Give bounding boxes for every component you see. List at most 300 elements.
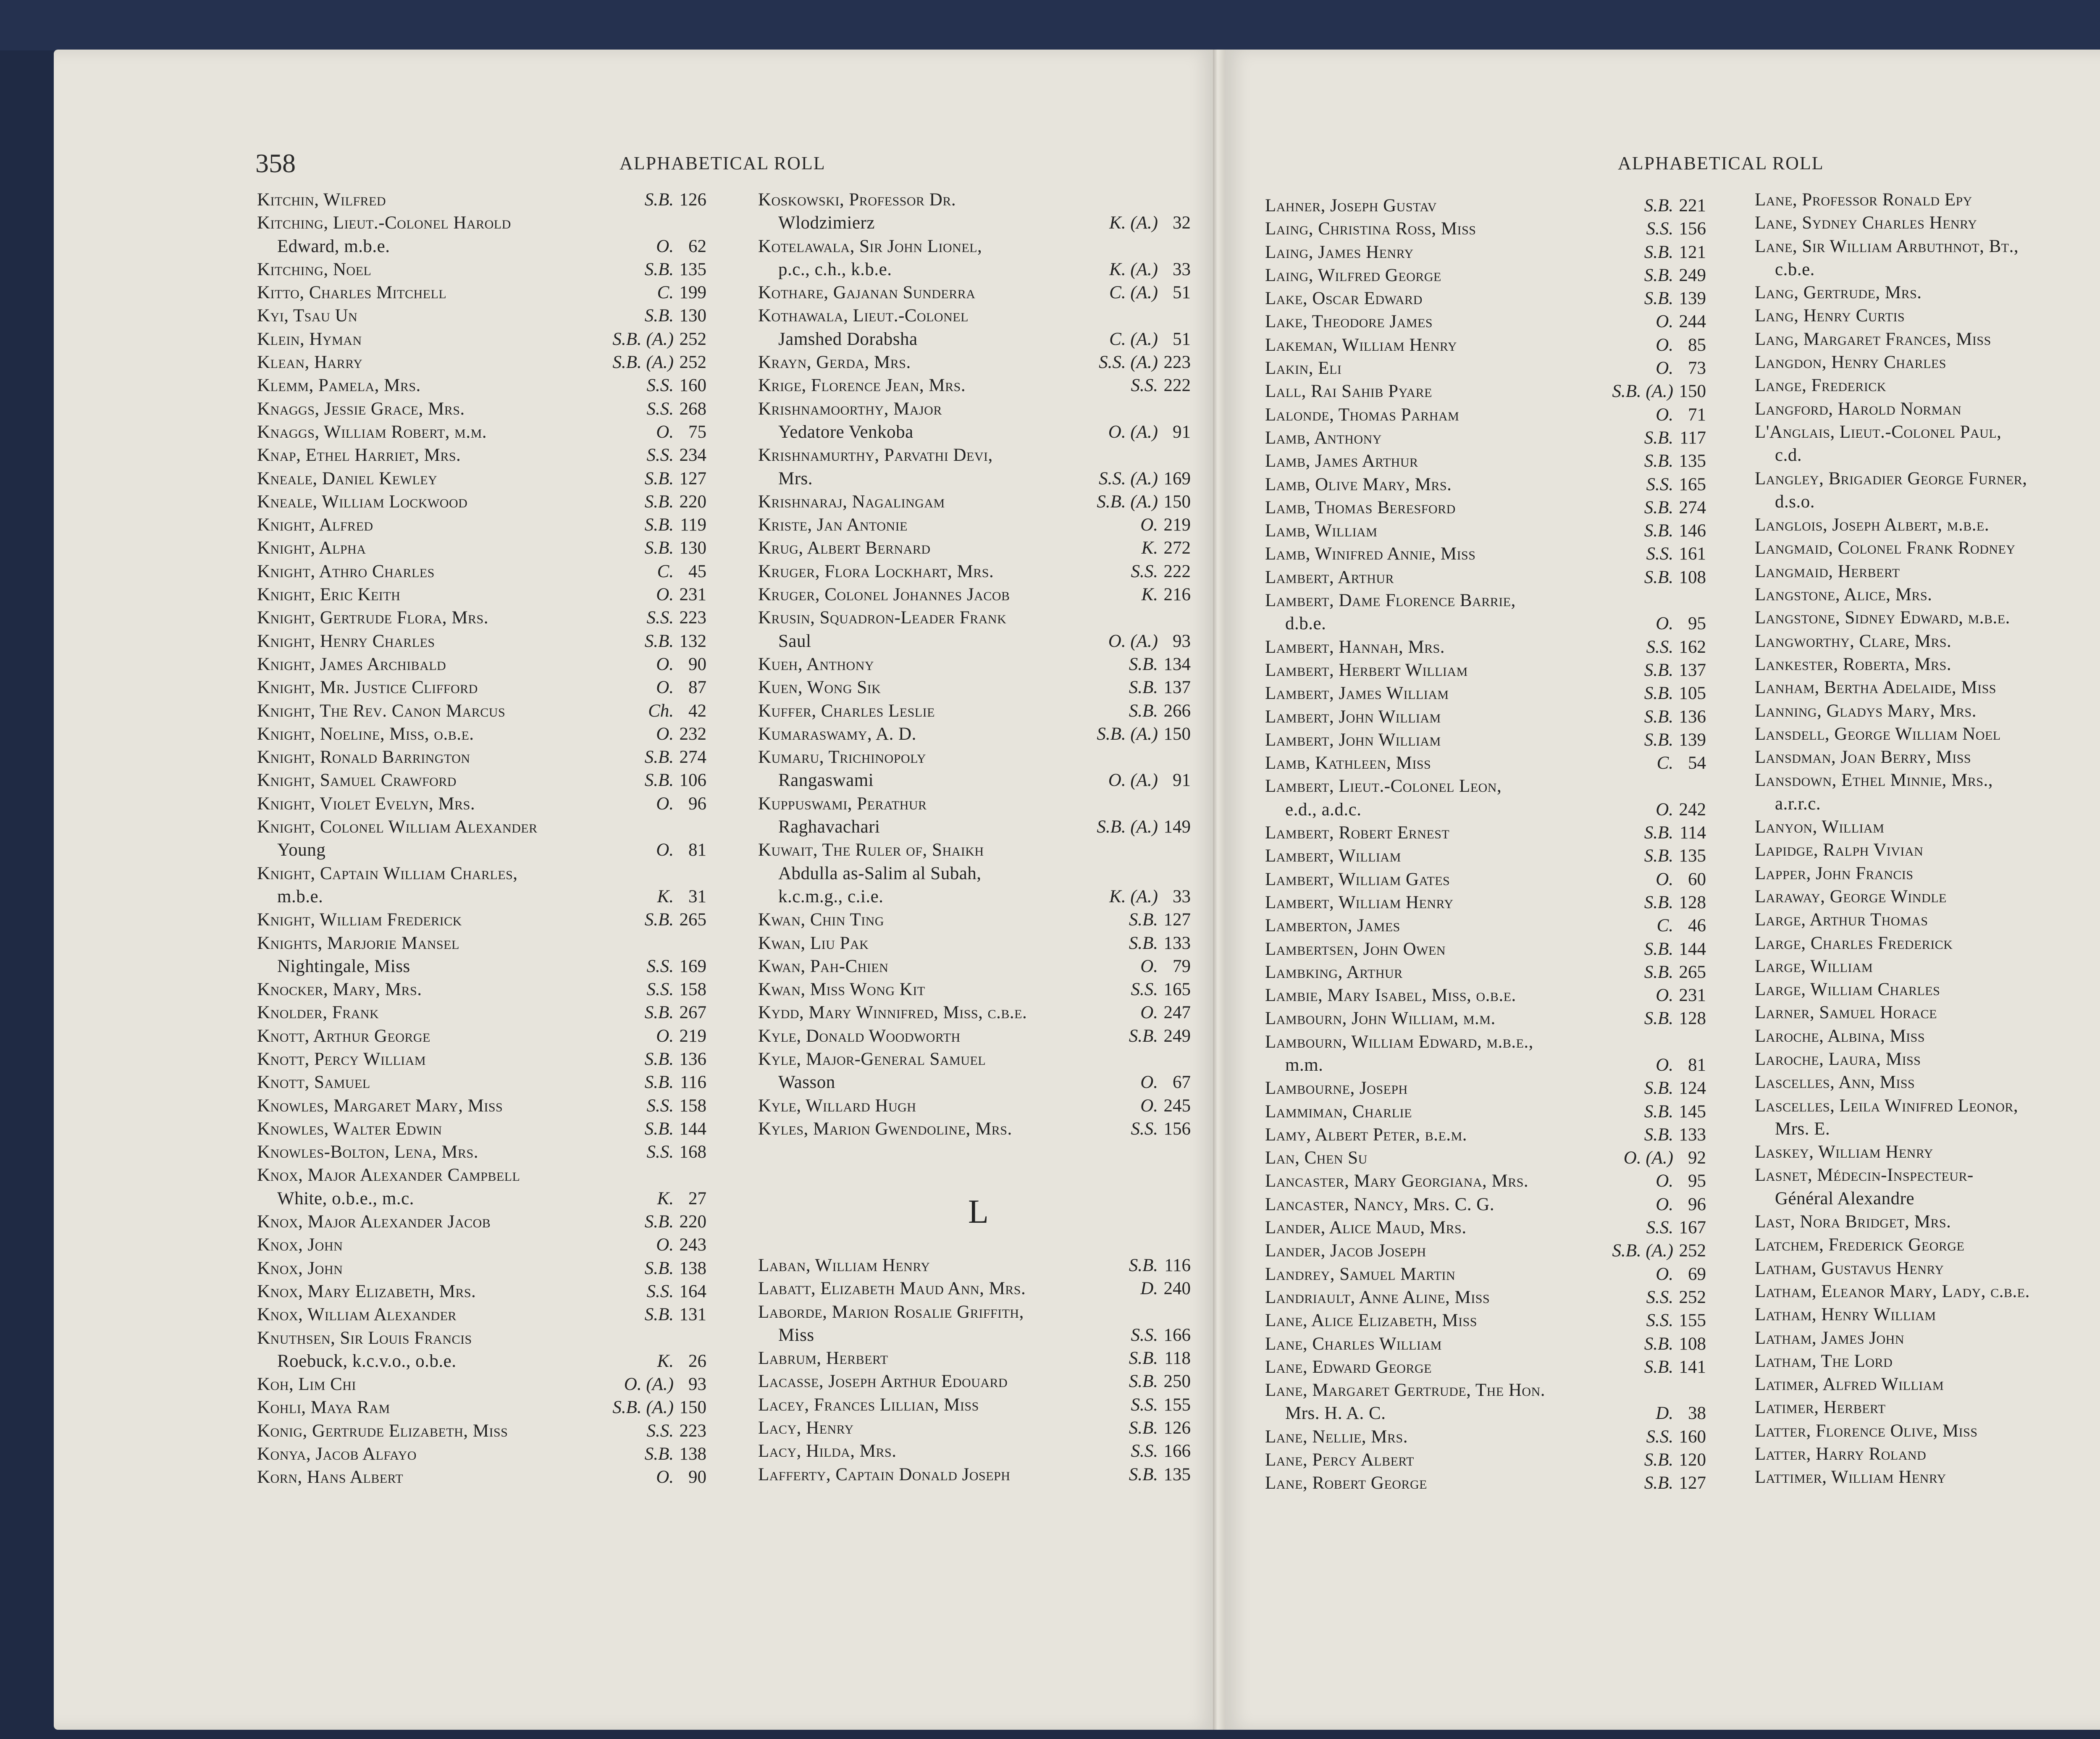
- entry-name: Laing, Wilfred George: [1265, 265, 1441, 285]
- entry-name: Krige, Florence Jean, Mrs.: [758, 376, 966, 396]
- entry-name: Lambert, William Henry: [1265, 892, 1454, 912]
- entry-award-class: S.S.: [1646, 1287, 1673, 1307]
- roll-entry: [1265, 380, 1706, 403]
- roll-entry: [758, 235, 1191, 258]
- entry-name: Knox, William Alexander: [257, 1305, 457, 1325]
- roll-entry: [257, 955, 706, 978]
- entry-page-ref: 108: [1679, 1334, 1706, 1354]
- entry-award-class: O.: [1656, 1055, 1673, 1075]
- roll-entry: [257, 885, 706, 908]
- entry-award-class: S.B.: [1129, 1026, 1158, 1046]
- roll-entry: [1755, 304, 2100, 327]
- roll-entry: [257, 1466, 706, 1489]
- entry-award-class: C.: [1656, 753, 1673, 773]
- entry-name: Lambert, James William: [1265, 683, 1449, 704]
- roll-entry: [257, 1071, 706, 1094]
- entry-name: Kueh, Anthony: [758, 654, 874, 674]
- entry-page-ref: 133: [1163, 933, 1191, 953]
- entry-page-ref: 67: [1173, 1072, 1191, 1093]
- entry-name: Lambourne, Joseph: [1265, 1078, 1408, 1098]
- roll-entry: [1265, 891, 1706, 914]
- entry-name: Large, Charles Frederick: [1755, 933, 1953, 953]
- entry-name: Lambert, Dame Florence Barrie,: [1265, 591, 1516, 611]
- entry-page-ref: 136: [679, 1049, 706, 1069]
- entry-award-class: S.S.: [646, 399, 674, 419]
- entry-award-class: O. (A.): [1108, 770, 1158, 791]
- entry-name: Lansdman, Joan Berry, Miss: [1755, 747, 1971, 767]
- entry-name: a.r.r.c.: [1775, 793, 1821, 814]
- entry-award-class: S.B.: [1129, 701, 1158, 721]
- entry-name: Kothawala, Lieut.-Colonel: [758, 306, 969, 326]
- roll-entry: [1755, 746, 2100, 769]
- entry-award-class: S.B.: [644, 491, 674, 512]
- entry-name: d.b.e.: [1285, 614, 1326, 634]
- entry-name: Knight, William Frederick: [257, 910, 462, 930]
- entry-award-class: S.B.: [1129, 1418, 1158, 1438]
- entry-award-class: S.S. (A.): [1099, 352, 1158, 373]
- roll-entry: [257, 769, 706, 792]
- entry-award-class: S.B.: [1129, 1371, 1158, 1392]
- entry-name: Lamb, Winifred Annie, Miss: [1265, 544, 1476, 564]
- entry-name: Kneale, William Lockwood: [257, 491, 468, 512]
- entry-name: Knowles-Bolton, Lena, Mrs.: [257, 1142, 478, 1162]
- entry-name: Knap, Ethel Harriet, Mrs.: [257, 445, 461, 465]
- entry-page-ref: 136: [1679, 707, 1706, 727]
- roll-entry: [1755, 1094, 2100, 1117]
- entry-name: Langford, Harold Norman: [1755, 399, 1962, 419]
- roll-entry: [758, 1347, 1191, 1370]
- roll-entry: [257, 1001, 706, 1024]
- roll-entry: [257, 815, 706, 838]
- entry-page-ref: 245: [1163, 1095, 1191, 1116]
- entry-page-ref: 249: [1163, 1026, 1191, 1046]
- roll-entry: [257, 351, 706, 374]
- entry-award-class: S.S.: [1131, 1441, 1158, 1461]
- entry-award-class: O.: [1656, 1264, 1673, 1284]
- roll-entry: [1265, 1286, 1706, 1309]
- entry-page-ref: 144: [1679, 939, 1706, 959]
- entry-name: Lacy, Hilda, Mrs.: [758, 1441, 897, 1461]
- entry-name: Lambertsen, John Owen: [1265, 939, 1446, 959]
- roll-entry: [1755, 1024, 2100, 1048]
- roll-entry: [758, 328, 1191, 351]
- entry-award-class: S.B.: [1644, 196, 1673, 215]
- entry-award-class: O.: [1656, 614, 1673, 634]
- roll-entry: [758, 397, 1191, 420]
- entry-award-class: O.: [1656, 335, 1673, 355]
- roll-entry: [1755, 630, 2100, 653]
- entry-award-class: S.B.: [1644, 1078, 1673, 1098]
- roll-entry: [1265, 217, 1706, 240]
- roll-entry: [1755, 397, 2100, 420]
- entry-page-ref: 165: [1679, 474, 1706, 494]
- entry-name: Langmaid, Herbert: [1755, 561, 1900, 581]
- roll-entry: [1755, 1117, 2100, 1140]
- right-running-header: ALPHABETICAL ROLL: [1618, 153, 1824, 173]
- roll-entry: [1755, 815, 2100, 838]
- entry-award-class: S.B.: [1644, 892, 1673, 912]
- entry-name: Knox, Mary Elizabeth, Mrs.: [257, 1281, 476, 1301]
- entry-award-class: O.: [656, 236, 674, 256]
- entry-page-ref: 231: [679, 585, 706, 605]
- roll-entry: [257, 606, 706, 629]
- entry-name: Lake, Theodore James: [1265, 312, 1433, 332]
- entry-page-ref: 126: [1163, 1418, 1191, 1438]
- entry-award-class: S.B. (A.): [1612, 381, 1673, 402]
- entry-name: Langmaid, Colonel Frank Rodney: [1755, 538, 2016, 558]
- entry-award-class: S.B.: [1644, 1009, 1673, 1029]
- entry-award-class: S.S.: [1131, 980, 1158, 1000]
- entry-name: Knight, Samuel Crawford: [257, 770, 457, 791]
- book-spine: [1213, 50, 1225, 1730]
- entry-name: Larner, Samuel Horace: [1755, 1003, 1937, 1023]
- roll-entry: [257, 258, 706, 281]
- entry-page-ref: 156: [1163, 1119, 1191, 1139]
- roll-entry: [257, 374, 706, 397]
- roll-entry: [758, 536, 1191, 560]
- roll-entry: [1265, 751, 1706, 775]
- roll-entry: [1265, 566, 1706, 589]
- entry-award-class: S.S.: [646, 1142, 674, 1162]
- entry-name: d.s.o.: [1775, 491, 1815, 512]
- entry-page-ref: 150: [1679, 381, 1706, 402]
- entry-name: Latimer, Herbert: [1755, 1398, 1886, 1418]
- roll-entry: [758, 815, 1191, 838]
- entry-name: Krishnaraj, Nagalingam: [758, 491, 945, 512]
- entry-award-class: C.: [1656, 916, 1673, 936]
- entry-name: Klean, Harry: [257, 352, 363, 373]
- roll-entry: [1755, 328, 2100, 351]
- entry-name: Knuthsen, Sir Louis Francis: [257, 1328, 472, 1348]
- roll-entry: [1265, 1123, 1706, 1146]
- entry-award-class: S.S.: [646, 608, 674, 628]
- entry-page-ref: 120: [1679, 1450, 1706, 1470]
- entry-page-ref: 90: [688, 1467, 706, 1487]
- roll-entry: [1265, 636, 1706, 659]
- entry-award-class: S.B.: [1644, 497, 1673, 517]
- entry-award-class: S.B. (A.): [1097, 491, 1158, 512]
- roll-entry: [1755, 420, 2100, 444]
- roll-entry: [1265, 1239, 1706, 1262]
- entry-name: Kyle, Willard Hugh: [758, 1095, 916, 1116]
- entry-name: Kuen, Wong Sik: [758, 678, 881, 698]
- roll-entry: [1755, 1257, 2100, 1280]
- entry-award-class: O.: [1656, 1194, 1673, 1214]
- entry-page-ref: 252: [1679, 1241, 1706, 1261]
- entry-page-ref: 116: [680, 1072, 706, 1093]
- roll-entry: [257, 536, 706, 560]
- entry-award-class: O. (A.): [1108, 631, 1158, 651]
- entry-page-ref: 26: [688, 1351, 706, 1371]
- entry-award-class: S.B.: [1644, 1124, 1673, 1145]
- entry-page-ref: 223: [1163, 352, 1191, 373]
- entry-page-ref: 247: [1163, 1003, 1191, 1023]
- roll-entry: [1755, 908, 2100, 931]
- roll-entry: [1265, 241, 1706, 264]
- roll-entry: [1755, 444, 2100, 467]
- entry-award-class: S.S.: [646, 1095, 674, 1116]
- entry-name: Knight, Henry Charles: [257, 631, 435, 651]
- roll-entry: [1265, 984, 1706, 1007]
- roll-entry: [758, 908, 1191, 931]
- roll-entry: [257, 1094, 706, 1117]
- entry-page-ref: 130: [679, 306, 706, 326]
- entry-name: Koh, Lim Chi: [257, 1374, 356, 1395]
- roll-entry: [1755, 1373, 2100, 1396]
- entry-page-ref: 149: [1163, 817, 1191, 837]
- roll-entry: [1755, 374, 2100, 397]
- roll-entry: [1265, 1379, 1706, 1402]
- roll-entry: [1755, 1164, 2100, 1187]
- entry-page-ref: 145: [1679, 1101, 1706, 1122]
- entry-page-ref: 160: [679, 376, 706, 396]
- entry-page-ref: 150: [679, 1398, 706, 1418]
- roll-entry: [758, 1001, 1191, 1024]
- entry-page-ref: 234: [679, 445, 706, 465]
- entry-name: Knowles, Margaret Mary, Miss: [257, 1095, 503, 1116]
- entry-page-ref: 222: [1163, 376, 1191, 396]
- entry-name: Lacasse, Joseph Arthur Edouard: [758, 1371, 1008, 1392]
- entry-name: Lanyon, William: [1755, 817, 1885, 837]
- entry-page-ref: 252: [679, 352, 706, 373]
- entry-name: Laborde, Marion Rosalie Griffith,: [758, 1302, 1024, 1322]
- entry-page-ref: 38: [1688, 1403, 1706, 1424]
- roll-entry: [1265, 1216, 1706, 1239]
- roll-entry: [1265, 496, 1706, 519]
- entry-award-class: C.: [657, 283, 674, 303]
- entry-name: Saul: [778, 631, 811, 651]
- entry-name: Last, Nora Bridget, Mrs.: [1755, 1212, 1951, 1232]
- entry-award-class: O.: [1140, 515, 1158, 535]
- roll-entry: [758, 606, 1191, 629]
- entry-page-ref: 265: [1679, 962, 1706, 982]
- entry-page-ref: 169: [679, 956, 706, 976]
- entry-name: Lander, Alice Maud, Mrs.: [1265, 1218, 1467, 1238]
- entry-award-class: S.B.: [1644, 265, 1673, 285]
- roll-entry: [758, 374, 1191, 397]
- entry-name: Lahner, Joseph Gustav: [1265, 196, 1437, 215]
- entry-award-class: O.: [1140, 1072, 1158, 1093]
- entry-name: Lamy, Albert Peter, b.e.m.: [1265, 1124, 1467, 1145]
- entry-name: k.c.m.g., c.i.e.: [778, 886, 884, 906]
- entry-name: Lancaster, Mary Georgiana, Mrs.: [1265, 1171, 1529, 1191]
- entry-name: Jamshed Dorabsha: [778, 329, 918, 349]
- entry-name: Laraway, George Windle: [1755, 886, 1947, 906]
- entry-award-class: S.B.: [644, 1003, 674, 1023]
- entry-award-class: S.B. (A.): [1097, 817, 1158, 837]
- entry-name: Mrs. E.: [1775, 1119, 1830, 1139]
- entry-page-ref: 250: [1163, 1371, 1191, 1392]
- entry-name: Laing, James Henry: [1265, 242, 1414, 262]
- roll-entry: [1265, 194, 1706, 217]
- entry-award-class: O.: [1656, 985, 1673, 1006]
- entry-page-ref: 156: [1679, 219, 1706, 239]
- entry-award-class: S.B.: [1644, 660, 1673, 680]
- entry-award-class: S.B.: [644, 1212, 674, 1232]
- entry-award-class: O.: [1656, 405, 1673, 425]
- roll-entry: [257, 676, 706, 699]
- entry-name: Korn, Hans Albert: [257, 1467, 404, 1487]
- roll-entry: [1265, 1146, 1706, 1169]
- entry-name: Lake, Oscar Edward: [1265, 289, 1423, 309]
- entry-award-class: S.B.: [644, 259, 674, 279]
- entry-page-ref: 91: [1173, 422, 1191, 442]
- entry-name: Wlodzimierz: [778, 213, 875, 233]
- roll-entry: [1755, 699, 2100, 722]
- entry-page-ref: 268: [679, 399, 706, 419]
- roll-entry: [257, 908, 706, 931]
- entry-name: Large, William Charles: [1755, 980, 1940, 1000]
- roll-entry: [257, 1024, 706, 1048]
- entry-award-class: S.S.: [1131, 1395, 1158, 1415]
- roll-entry: [758, 769, 1191, 792]
- entry-name: Large, Arthur Thomas: [1755, 910, 1928, 930]
- entry-page-ref: 118: [1164, 1348, 1191, 1369]
- roll-entry: [758, 955, 1191, 978]
- entry-name: Lakin, Eli: [1265, 358, 1342, 378]
- entry-page-ref: 85: [1688, 335, 1706, 355]
- roll-entry: [1265, 519, 1706, 542]
- entry-page-ref: 265: [679, 910, 706, 930]
- entry-name: Kwan, Liu Pak: [758, 933, 869, 953]
- entry-award-class: S.B.: [1644, 1334, 1673, 1354]
- entry-name: Large, William: [1755, 956, 1873, 976]
- roll-entry: [758, 699, 1191, 722]
- entry-page-ref: 71: [1688, 405, 1706, 425]
- entry-award-class: S.B.: [644, 468, 674, 489]
- roll-entry: [257, 978, 706, 1001]
- entry-award-class: S.B.: [1644, 962, 1673, 982]
- entry-name: Lang, Gertrude, Mrs.: [1755, 283, 1922, 303]
- entry-name: Lane, Nellie, Mrs.: [1265, 1426, 1408, 1447]
- roll-entry: [1755, 583, 2100, 606]
- entry-name: Lalonde, Thomas Parham: [1265, 405, 1460, 425]
- entry-page-ref: 32: [1173, 213, 1191, 233]
- entry-name: Lange, Frederick: [1755, 376, 1887, 396]
- entry-name: Knight, James Archibald: [257, 654, 446, 674]
- entry-award-class: O.: [1656, 799, 1673, 820]
- entry-award-class: S.B.: [644, 1119, 674, 1139]
- entry-page-ref: 42: [688, 701, 706, 721]
- entry-name: Laroche, Laura, Miss: [1755, 1049, 1921, 1069]
- roll-entry: [1265, 914, 1706, 937]
- entry-name: Lane, Sir William Arbuthnot, Bt.,: [1755, 236, 2019, 256]
- entry-name: Lammiman, Charlie: [1265, 1101, 1412, 1122]
- roll-entry: [257, 1303, 706, 1326]
- entry-award-class: K.: [657, 886, 674, 906]
- entry-page-ref: 139: [1679, 289, 1706, 309]
- roll-entry: [1755, 1350, 2100, 1373]
- entry-name: Kriste, Jan Antonie: [758, 515, 908, 535]
- entry-name: Lansdell, George William Noel: [1755, 724, 2001, 744]
- roll-entry: [1265, 1355, 1706, 1379]
- entry-name: Lakeman, William Henry: [1265, 335, 1457, 355]
- entry-name: Lambert, Lieut.-Colonel Leon,: [1265, 776, 1502, 796]
- roll-entry: [257, 1373, 706, 1396]
- entry-page-ref: 105: [1679, 683, 1706, 704]
- entry-page-ref: 166: [1163, 1441, 1191, 1461]
- entry-page-ref: 130: [679, 538, 706, 558]
- roll-entry: [758, 676, 1191, 699]
- entry-page-ref: 162: [1679, 637, 1706, 657]
- roll-entry: [758, 1300, 1191, 1324]
- entry-name: Langdon, Henry Charles: [1755, 352, 1946, 373]
- entry-page-ref: 126: [679, 190, 706, 210]
- roll-entry: [257, 838, 706, 862]
- roll-entry: [257, 1048, 706, 1071]
- entry-name: Lambert, William: [1265, 846, 1401, 866]
- entry-page-ref: 91: [1173, 770, 1191, 791]
- entry-award-class: S.S.: [1646, 1218, 1673, 1238]
- entry-name: Roebuck, k.c.v.o., o.b.e.: [277, 1351, 457, 1371]
- entry-name: Langley, Brigadier George Furner,: [1755, 468, 2027, 489]
- entry-page-ref: 158: [679, 980, 706, 1000]
- entry-name: Kwan, Chin Ting: [758, 910, 884, 930]
- entry-page-ref: 160: [1679, 1426, 1706, 1447]
- roll-entry: [1755, 862, 2100, 885]
- entry-name: Lane, Sydney Charles Henry: [1755, 213, 1977, 233]
- entry-name: Landriault, Anne Aline, Miss: [1265, 1287, 1490, 1307]
- section-letter-l: L: [968, 1193, 989, 1230]
- entry-name: Latham, Henry William: [1755, 1305, 1936, 1325]
- entry-name: Lambourn, John William, m.m.: [1265, 1009, 1496, 1029]
- roll-entry: [257, 583, 706, 606]
- roll-entry: [257, 1140, 706, 1164]
- entry-name: Kotelawala, Sir John Lionel,: [758, 236, 982, 256]
- entry-name: Miss: [778, 1325, 814, 1345]
- entry-name: Knight, Ronald Barrington: [257, 747, 470, 767]
- roll-entry: [257, 722, 706, 746]
- roll-entry: [1755, 536, 2100, 560]
- roll-entry: [257, 1396, 706, 1419]
- roll-entry: [758, 467, 1191, 490]
- entry-award-class: S.B.: [1644, 823, 1673, 843]
- entry-page-ref: 144: [679, 1119, 706, 1139]
- entry-award-class: S.B.: [644, 1305, 674, 1325]
- entry-name: Kyle, Major-General Samuel: [758, 1049, 986, 1069]
- entry-name: Kneale, Daniel Kewley: [257, 468, 438, 489]
- entry-name: Rangaswami: [778, 770, 874, 791]
- entry-name: Krusin, Squadron-Leader Frank: [758, 608, 1007, 628]
- entry-award-class: S.B. (A.): [1612, 1241, 1673, 1261]
- entry-name: Lankester, Roberta, Mrs.: [1755, 654, 1952, 674]
- entry-award-class: S.B.: [1129, 678, 1158, 698]
- entry-award-class: S.B.: [1644, 707, 1673, 727]
- roll-entry: [1755, 1280, 2100, 1303]
- entry-name: Abdulla as-Salim al Subah,: [778, 863, 982, 883]
- left-column-2: [758, 188, 1191, 1140]
- roll-entry: [1755, 1233, 2100, 1256]
- entry-page-ref: 27: [688, 1188, 706, 1208]
- entry-award-class: O.: [656, 422, 674, 442]
- entry-page-ref: 116: [1164, 1256, 1191, 1275]
- entry-name: Latimer, Alfred William: [1755, 1374, 1944, 1395]
- entry-award-class: S.B. (A.): [612, 329, 674, 349]
- roll-entry: [257, 397, 706, 420]
- roll-entry: [257, 560, 706, 583]
- entry-name: Kitchin, Wilfred: [257, 190, 386, 210]
- entry-award-class: S.B.: [1129, 933, 1158, 953]
- entry-page-ref: 231: [1679, 985, 1706, 1006]
- entry-name: Kumaru, Trichinopoly: [758, 747, 927, 767]
- roll-entry: [758, 1463, 1191, 1486]
- entry-page-ref: 114: [1680, 823, 1706, 843]
- entry-page-ref: 216: [1163, 585, 1191, 605]
- entry-page-ref: 81: [1688, 1055, 1706, 1075]
- roll-entry: [758, 1094, 1191, 1117]
- entry-page-ref: 45: [688, 561, 706, 581]
- entry-name: Mrs.: [778, 468, 813, 489]
